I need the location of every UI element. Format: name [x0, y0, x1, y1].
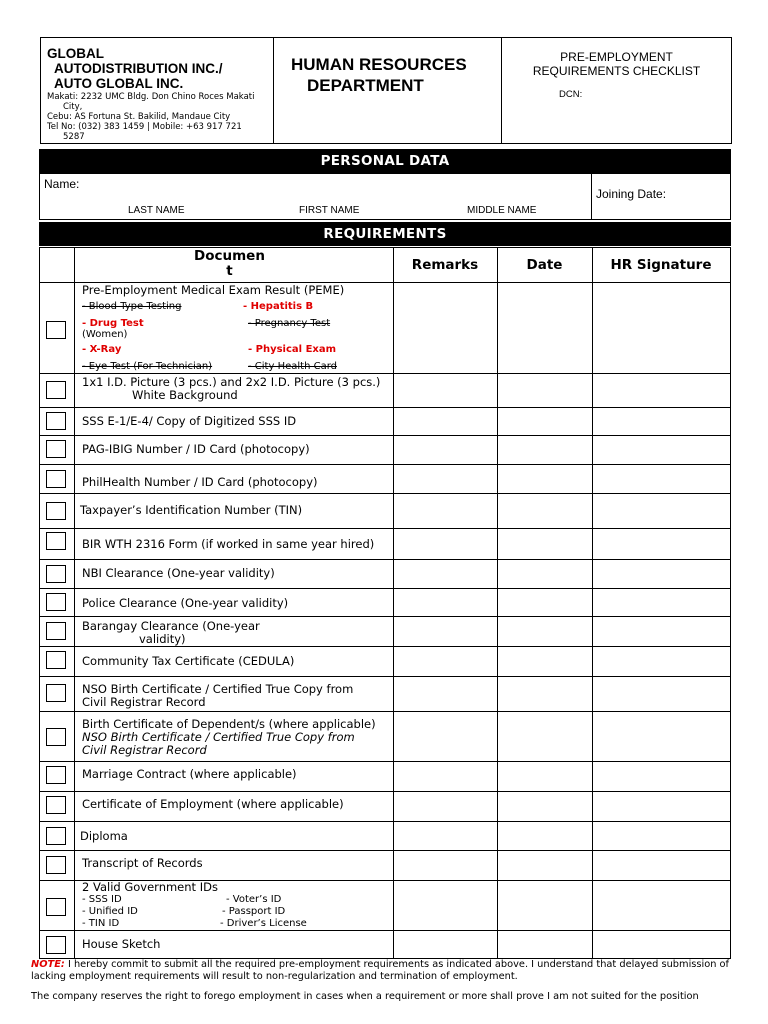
row-police: Police Clearance (One-year validity): [82, 596, 289, 610]
gov-id-drivers-license: - Driver’s License: [220, 918, 307, 929]
row-barangay: Barangay Clearance (One-year validity): [82, 619, 260, 646]
peme-physical-exam: - Physical Exam: [248, 344, 337, 355]
checkbox-house-sketch[interactable]: [46, 936, 66, 954]
name-label: Name:: [44, 177, 80, 191]
col-remarks-header: Remarks: [411, 257, 479, 273]
checkbox-peme[interactable]: [46, 321, 66, 339]
checkbox-nbi[interactable]: [46, 565, 66, 583]
company-name-line2: AUTODISTRIBUTION INC./: [54, 61, 223, 76]
company-name-line3: AUTO GLOBAL INC.: [54, 76, 184, 91]
checkbox-id-picture[interactable]: [46, 381, 66, 399]
row-nso-birth: NSO Birth Certificate / Certified True Copy from Civil Registrar Record: [82, 682, 354, 709]
peme-blood-type: - Blood Type Testing: [82, 301, 182, 312]
first-name-label: FIRST NAME: [299, 205, 360, 216]
gov-id-voter: - Voter’s ID: [226, 894, 282, 905]
checkbox-philhealth[interactable]: [46, 470, 66, 488]
form-title-cell: [502, 38, 731, 143]
checkbox-diploma[interactable]: [46, 827, 66, 845]
peme-women: (Women): [82, 329, 128, 340]
row-gov-ids: 2 Valid Government IDs: [82, 880, 218, 894]
middle-name-label: MIDDLE NAME: [467, 205, 537, 216]
checkbox-barangay[interactable]: [46, 622, 66, 640]
row-id-picture: 1x1 I.D. Picture (3 pcs.) and 2x2 I.D. Picture (3 pcs.) White Background: [82, 375, 381, 402]
row-bir-2316: BIR WTH 2316 Form (if worked in same year hired): [82, 537, 375, 551]
row-nbi: NBI Clearance (One-year validity): [82, 566, 275, 580]
checkbox-marriage[interactable]: [46, 766, 66, 784]
checkbox-tin[interactable]: [46, 502, 66, 520]
col-date-header: Date: [526, 257, 563, 273]
address-makati-city: City,: [63, 102, 83, 112]
form-header: [40, 37, 732, 144]
dcn-label: DCN:: [559, 89, 583, 100]
department-title-line1: HUMAN RESOURCES: [291, 55, 467, 74]
joining-date-label: Joining Date:: [596, 187, 667, 201]
row-pag-ibig: PAG-IBIG Number / ID Card (photocopy): [82, 442, 310, 456]
company-name-line1: GLOBAL: [47, 46, 104, 61]
row-cedula: Community Tax Certificate (CEDULA): [82, 654, 295, 668]
department-cell: [274, 38, 502, 143]
requirements-table: [39, 247, 731, 959]
note-paragraph: [31, 959, 751, 983]
requirements-bar: REQUIREMENTS: [39, 222, 731, 246]
last-name-label: LAST NAME: [128, 205, 185, 216]
checkbox-pag-ibig[interactable]: [46, 440, 66, 458]
checkbox-gov-ids[interactable]: [46, 898, 66, 916]
gov-id-sss: - SSS ID: [82, 894, 122, 905]
form-title-line2: REQUIREMENTS CHECKLIST: [532, 64, 701, 78]
address-cebu: Cebu: AS Fortuna St. Bakilid, Mandaue City: [47, 112, 231, 122]
checkbox-cedula[interactable]: [46, 651, 66, 669]
peme-x-ray: - X-Ray: [82, 344, 122, 355]
checkbox-bir-2316[interactable]: [46, 532, 66, 550]
telephone: Tel No: (032) 383 1459 | Mobile: +63 917 721: [47, 122, 242, 132]
personal-data-bar: PERSONAL DATA: [39, 149, 731, 173]
checkbox-nso-birth[interactable]: [46, 684, 66, 702]
row-sss: SSS E-1/E-4/ Copy of Digitized SSS ID: [82, 414, 297, 428]
checkbox-police[interactable]: [46, 593, 66, 611]
peme-pregnancy-test: - Pregnancy Test: [248, 318, 331, 329]
peme-eye-test: - Eye Test (For Technician): [82, 361, 213, 372]
row-transcript: Transcript of Records: [82, 856, 203, 870]
checkbox-dependent-birth[interactable]: [46, 728, 66, 746]
note-label: NOTE:: [31, 959, 65, 970]
col-hr-signature-header: HR Signature: [610, 257, 712, 273]
checkbox-coe[interactable]: [46, 796, 66, 814]
telephone-cont: 5287: [63, 132, 85, 142]
row-marriage: Marriage Contract (where applicable): [82, 767, 297, 781]
row-house-sketch: House Sketch: [82, 937, 161, 951]
row-peme-title: Pre-Employment Medical Exam Result (PEME): [82, 283, 345, 297]
row-philhealth: PhilHealth Number / ID Card (photocopy): [82, 475, 318, 489]
address-makati: Makati: 2232 UMC Bldg. Don Chino Roces Makati: [47, 92, 255, 102]
peme-city-health-card: - City Health Card: [248, 361, 337, 372]
row-coe: Certificate of Employment (where applicable): [82, 797, 344, 811]
checkbox-transcript[interactable]: [46, 856, 66, 874]
gov-id-unified: - Unified ID: [82, 906, 138, 917]
department-title-line2: DEPARTMENT: [307, 76, 424, 95]
note-text: I hereby commit to submit all the required pre-employment requirements as indicated above. I understand that delayed submission of lacking employment requirements will result to non-regularization and termination of employment.: [31, 959, 729, 982]
peme-hepatitis-b: - Hepatitis B: [243, 301, 314, 312]
row-tin: Taxpayer’s Identification Number (TIN): [80, 503, 303, 517]
name-section: [39, 173, 731, 220]
col-document-header: Documen t: [194, 248, 265, 279]
gov-id-passport: - Passport ID: [222, 906, 286, 917]
peme-drug-test: - Drug Test: [82, 318, 144, 329]
gov-id-tin: - TIN ID: [82, 918, 120, 929]
company-info: [41, 38, 274, 143]
row-diploma: Diploma: [80, 829, 128, 843]
row-dependent-birth: Birth Certificate of Dependent/s (where applicable) NSO Birth Certificate / Certified True Copy from Civil Registrar Record: [82, 717, 376, 757]
checkbox-sss[interactable]: [46, 412, 66, 430]
form-title-line1: PRE-EMPLOYMENT: [560, 50, 673, 64]
reserve-statement: The company reserves the right to forego employment in cases when a requirement or more shall prove I am not suited for the position: [31, 991, 699, 1002]
